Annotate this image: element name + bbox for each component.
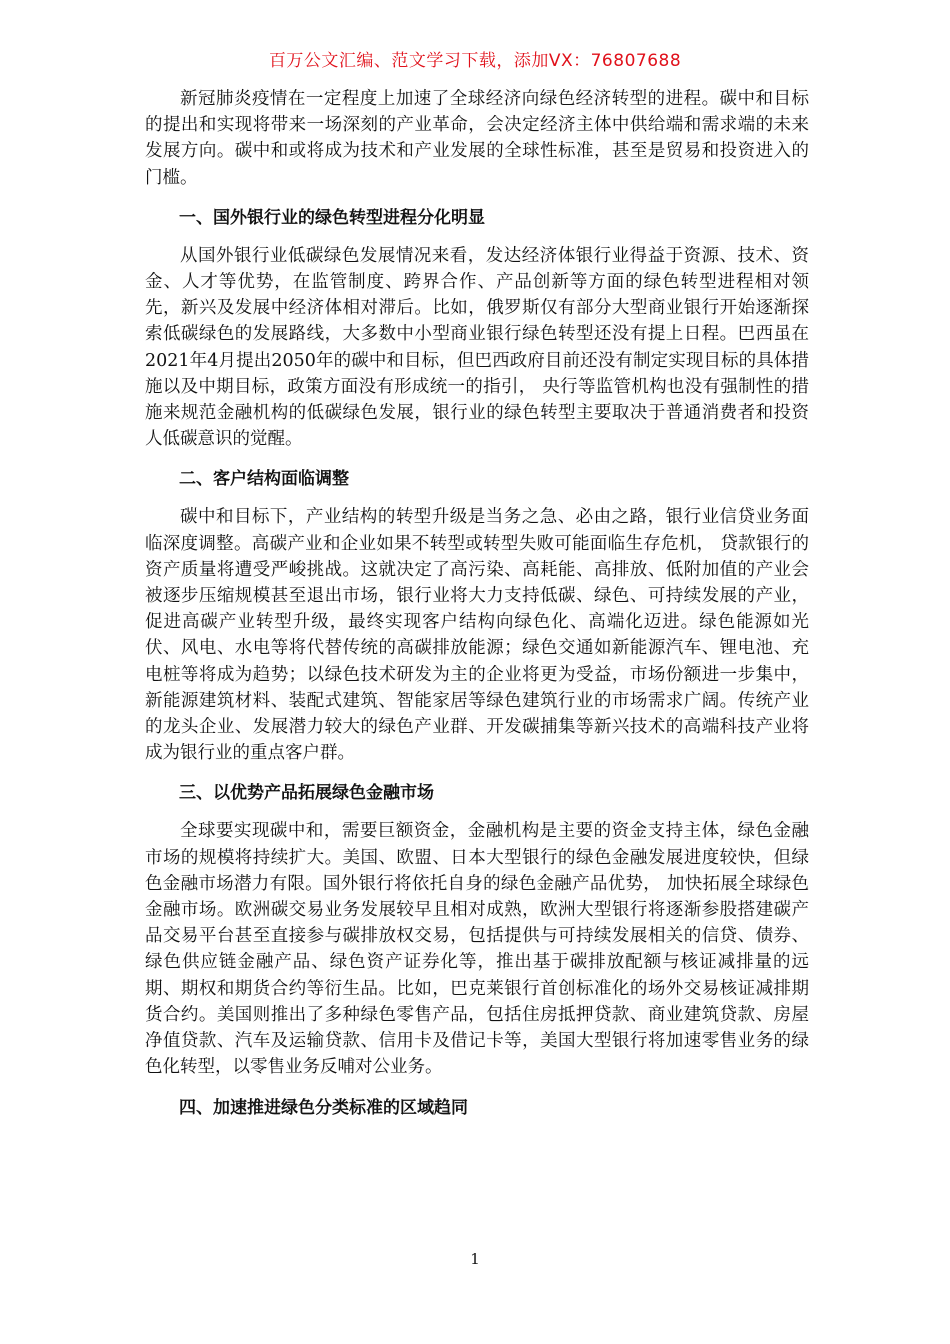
intro-paragraph: 新冠肺炎疫情在一定程度上加速了全球经济向绿色经济转型的进程。碳中和目标的提出和实现将带来一场深刻的产业革命，会决定经济主体中供给端和需求端的未来发展方向。碳中和或将成为技术和产业发展的全球性标准，甚至是贸易和投资进入的门槛。 bbox=[145, 89, 809, 188]
section-heading-4: 四、加速推进绿色分类标准的区域趋同 bbox=[179, 1097, 468, 1118]
document-body bbox=[145, 86, 809, 1133]
section-heading-3: 三、以优势产品拓展绿色金融市场 bbox=[179, 783, 434, 804]
page-number: 1 bbox=[470, 1250, 480, 1268]
section-heading-2: 二、客户结构面临调整 bbox=[179, 469, 349, 490]
section-heading-1: 一、国外银行业的绿色转型进程分化明显 bbox=[179, 207, 485, 228]
promo-banner: 百万公文汇编、范文学习下载，添加VX：76807688 bbox=[268, 51, 682, 71]
section-body-1: 从国外银行业低碳绿色发展情况来看，发达经济体银行业得益于资源、技术、资金、人才等优势，在监管制度、跨界合作、产品创新等方面的绿色转型进程相对领先，新兴及发展中经济体相对滞后。比如，俄罗斯仅有部分大型商业银行开始逐渐探索低碳绿色的发展路线，大多数中小型商业银行绿色转型还没有提上日程。巴西虽在2021年4月提出2050年的碳中和目标，但巴西政府目前还没有制定实现目标的具体措施以及中期目标，政策方面没有形成统一的指引， 央行等监管机构也没有强制性的措施来规范金融机构的低碳绿色发展，银行业的绿色转型主要取决于普通消费者和投资人低碳意识的觉醒。 bbox=[145, 245, 809, 450]
section-body-3: 全球要实现碳中和，需要巨额资金，金融机构是主要的资金支持主体，绿色金融市场的规模将持续扩大。美国、欧盟、日本大型银行的绿色金融发展进度较快，但绿色金融市场潜力有限。国外银行将依托自身的绿色金融产品优势， 加快拓展全球绿色金融市场。欧洲碳交易业务发展较早且相对成熟，欧洲大型银行将逐渐参股搭建碳产品交易平台甚至直接参与碳排放权交易，包括提供与可持续发展相关的信贷、债券、绿色供应链金融产品、绿色资产证券化等，推出基于碳排放配额与核证减排量的远期、期权和期货合约等衍生品。比如，巴克莱银行首创标准化的场外交易核证减排期货合约。美国则推出了多种绿色零售产品，包括住房抵押贷款、商业建筑贷款、房屋净值贷款、汽车及运输贷款、信用卡及借记卡等，美国大型银行将加速零售业务的绿色化转型，以零售业务反哺对公业务。 bbox=[145, 821, 809, 1078]
section-body-2: 碳中和目标下，产业结构的转型升级是当务之急、必由之路，银行业信贷业务面临深度调整。高碳产业和企业如果不转型或转型失败可能面临生存危机， 贷款银行的资产质量将遭受严峻挑战。这就决定了高污染、高耗能、高排放、低附加值的产业会被逐步压缩规模甚至退出市场，银行业将大力支持低碳、绿色、可持续发展的产业，促进高碳产业转型升级，最终实现客户结构向绿色化、高端化迈进。绿色能源如光伏、风电、水电等将代替传统的高碳排放能源；绿色交通如新能源汽车、锂电池、充电桩等将成为趋势；以绿色技术研发为主的企业将更为受益，市场份额进一步集中，新能源建筑材料、装配式建筑、智能家居等绿色建筑行业的市场需求广阔。传统产业的龙头企业、发展潜力较大的绿色产业群、开发碳捕集等新兴技术的高端科技产业将成为银行业的重点客户群。 bbox=[145, 507, 809, 764]
